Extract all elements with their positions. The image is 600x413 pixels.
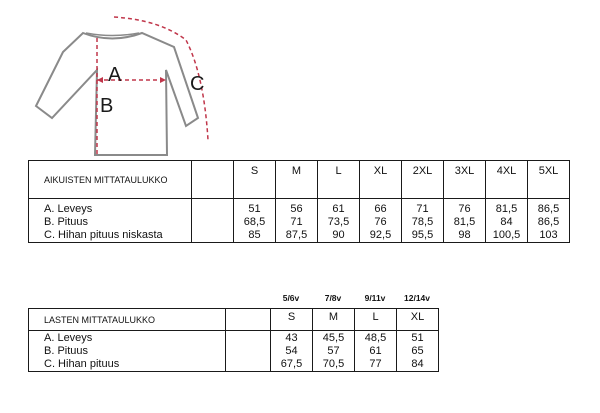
size-col-m: 56 71 87,5 [276, 199, 318, 243]
age-label-l: 9/11v [364, 293, 386, 303]
age-label-s: 5/6v [282, 293, 300, 303]
size-col-4xl: 81,5 84 100,5 [486, 199, 528, 243]
sweater-outline [36, 33, 198, 155]
row-label-width: A. Leveys [44, 203, 93, 215]
size-header-2xl: 2XL [402, 161, 444, 199]
child-size-header-s: S [271, 309, 313, 331]
sweater-collar [86, 33, 139, 36]
diagram-label-b: B [100, 95, 114, 117]
child-title-cell [29, 309, 226, 331]
age-label-xl: 12/14v [404, 293, 430, 303]
size-col-s: 51 68,5 85 [234, 199, 276, 243]
adult-title-cell [29, 161, 192, 199]
child-body-row [29, 331, 439, 372]
child-size-col-xl: 51 65 84 [397, 331, 439, 372]
diagram-label-a: A [108, 64, 122, 86]
adult-row-labels [29, 199, 192, 243]
adult-table-title: AIKUISTEN MITTATAULUKKO [44, 174, 168, 185]
child-row-label-width: A. Leveys [44, 332, 93, 344]
size-col-3xl: 76 81,5 98 [444, 199, 486, 243]
child-size-col-s: 43 54 67,5 [271, 331, 313, 372]
blank-cell [226, 309, 271, 331]
child-size-table [28, 308, 439, 372]
sweater-illustration [0, 0, 260, 165]
adult-body-row [29, 199, 570, 243]
child-table-title: LASTEN MITTATAULUKKO [44, 314, 156, 325]
size-header-l: L [318, 161, 360, 199]
blank-cell [192, 161, 234, 199]
size-col-2xl: 71 78,5 95,5 [402, 199, 444, 243]
child-row-label-length: B. Pituus [44, 345, 89, 357]
child-size-header-xl: XL [397, 309, 439, 331]
size-header-s: S [234, 161, 276, 199]
child-size-col-l: 48,5 61 77 [355, 331, 397, 372]
size-header-4xl: 4XL [486, 161, 528, 199]
child-header-row [29, 309, 439, 331]
size-col-l: 61 73,5 90 [318, 199, 360, 243]
size-header-xl: XL [360, 161, 402, 199]
size-header-m: M [276, 161, 318, 199]
row-label-sleeve: C. Hihan pituus niskasta [44, 229, 163, 241]
adult-size-table [28, 160, 570, 243]
garment-diagram [0, 0, 260, 165]
adult-header-row [29, 161, 570, 199]
child-row-label-sleeve: C. Hihan pituus [44, 358, 120, 370]
child-size-header-l: L [355, 309, 397, 331]
child-row-labels [29, 331, 226, 372]
blank-cell [192, 199, 234, 243]
child-size-col-m: 45,5 57 70,5 [313, 331, 355, 372]
diagram-label-c: C [190, 73, 205, 95]
size-header-3xl: 3XL [444, 161, 486, 199]
child-size-header-m: M [313, 309, 355, 331]
size-col-xl: 66 76 92,5 [360, 199, 402, 243]
age-label-m: 7/8v [324, 293, 342, 303]
size-header-5xl: 5XL [528, 161, 570, 199]
size-col-5xl: 86,5 86,5 103 [528, 199, 570, 243]
row-label-length: B. Pituus [44, 216, 89, 228]
blank-cell [226, 331, 271, 372]
